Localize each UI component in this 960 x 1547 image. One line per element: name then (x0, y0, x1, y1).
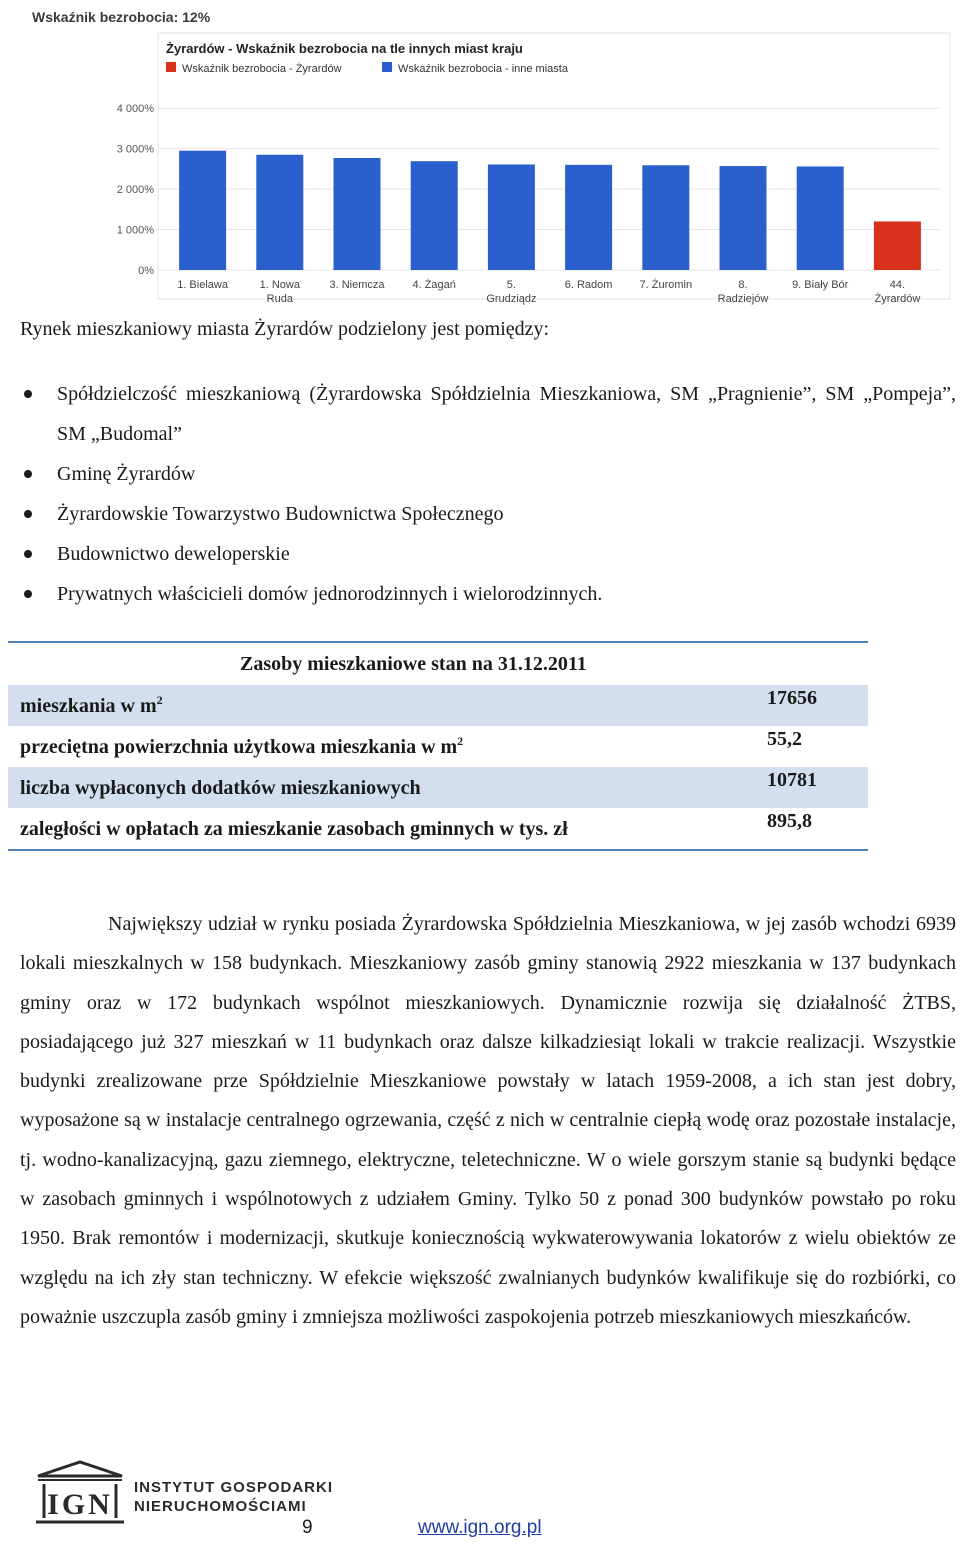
table-row (8, 767, 868, 808)
chart-legend (166, 62, 569, 75)
bar (797, 166, 844, 270)
legend-label: Wskaźnik bezrobocia - Żyrardów (182, 63, 342, 75)
intro-text: Rynek mieszkaniowy miasta Żyrardów podzielony jest pomiędzy: (20, 318, 550, 340)
bar (334, 158, 381, 270)
row-value: 55,2 (767, 728, 802, 750)
chart-x-labels (177, 278, 920, 305)
list-item: Budownictwo deweloperskie (20, 534, 956, 574)
chart-svg (20, 0, 952, 312)
svg-text:IGN: IGN (47, 1488, 113, 1521)
website-link[interactable]: www.ign.org.pl (418, 1517, 542, 1538)
x-tick-label: 7. Żuromin (639, 279, 693, 291)
x-tick-label: 4. Żagań (412, 279, 456, 291)
bar (565, 165, 612, 270)
legend-swatch (382, 62, 392, 72)
legend-label: Wskaźnik bezrobocia - inne miasta (398, 63, 568, 75)
ign-logo (34, 1460, 334, 1530)
row-label: liczba wypłaconych dodatków mieszkaniowych (20, 777, 421, 799)
svg-text:INSTYTUT GOSPODARKI: INSTYTUT GOSPODARKI (134, 1479, 334, 1496)
chart-bars (179, 151, 921, 270)
body-paragraph: Największy udział w rynku posiada Żyrardowska Spółdzielnia Mieszkaniowa, w jej zasób wchodzi 6939 lokali mieszkalnych w 158 budynkach. Mieszkaniowy zasób gminy stanowią 2922 mieszkania w 137 budynkach gminy oraz w 172 budynkach wspólnot mieszkaniowych. Dynamicznie rozwija się działalność ŻTBS, posiadającego już 327 mieszkań w 11 budynkach oraz dalsze kilkadziesiąt lokali w trakcie realizacji. Wszystkie budynki zrealizowane prze Spółdzielnie Mieszkaniowe powstały w latach 1959-2008, a ich stan jest dobry, wyposażone są w instalacje centralnego ogrzewania, część z nich w centralnie ciepłą wodę oraz pozostałe instalacje, tj. wodno-kanalizacyjną, gazu ziemnego, elektryczne, teletechniczne. W o wiele gorszym stanie są budynki będące w zasobach gminnych i wspólnotowych z udziałem Gminy. Tylko 50 z ponad 300 budynków powstało po roku 1950. Brak remontów i modernizacji, skutkuje koniecznością wykwaterowywania lokatorów z wielu obiektów ze względu na ich zły stan techniczny. W efekcie większość zwalnianych budynków kwalifikuje się do rozbiórki, co poważnie uszczupla zasób gminy i zmniejsza możliwości zaspokojenia potrzeb mieszkaniowych mieszkańców. (20, 913, 956, 1328)
legend-swatch (166, 62, 176, 72)
svg-text:NIERUCHOMOŚCIAMI: NIERUCHOMOŚCIAMI (134, 1498, 307, 1515)
y-tick-label: 3 000% (116, 143, 154, 156)
bar (411, 161, 458, 270)
table-row (8, 808, 868, 849)
bar (720, 166, 767, 270)
table-title: Zasoby mieszkaniowe stan na 31.12.2011 (240, 653, 587, 675)
table-row (8, 726, 868, 767)
y-tick-label: 2 000% (116, 184, 154, 197)
x-tick-label: 44. (889, 279, 906, 291)
chart-y-ticks (117, 103, 155, 277)
x-tick-label: 9. Biały Bór (792, 279, 849, 291)
row-value: 17656 (767, 687, 817, 709)
row-label: przeciętna powierzchnia użytkowa mieszkania w $m^2$ (20, 734, 464, 758)
x-tick-label: Radziejów (717, 293, 769, 305)
bar (642, 165, 689, 270)
page-number: 9 (302, 1517, 313, 1538)
list-item: Spółdzielczość mieszkaniową (Żyrardowska Spółdzielnia Mieszkaniowa, SM „Pragnienie”, SM „Pompeja”, SM „Budomal” (20, 374, 956, 454)
row-label: mieszkania w $m^2$ (20, 693, 163, 717)
row-label: zaległości w opłatach za mieszkanie zasobach gminnych w tys. zł (20, 818, 568, 840)
x-tick-label: 1. Bielawa (177, 279, 228, 291)
x-tick-label: Ruda (266, 293, 293, 305)
x-tick-label: Grudziądz (486, 293, 537, 305)
y-tick-label: 1 000% (116, 224, 154, 237)
table-row (8, 685, 868, 726)
list-item: Żyrardowskie Towarzystwo Budownictwa Społecznego (20, 494, 956, 534)
bar (179, 151, 226, 270)
x-tick-label: 3. Niemcza (329, 279, 385, 291)
market-list (20, 374, 956, 614)
ign-logo-graphic (34, 1460, 334, 1530)
bar (256, 155, 303, 270)
x-tick-label: 1. Nowa (259, 279, 300, 291)
list-item: Gminę Żyrardów (20, 454, 956, 494)
unemployment-chart (20, 0, 952, 312)
x-tick-label: 6. Radom (564, 279, 613, 291)
row-value: 10781 (767, 769, 817, 791)
chart-title: Żyrardów - Wskaźnik bezrobocia na tle innych miast kraju (166, 41, 523, 56)
x-tick-label: 8. (738, 279, 748, 291)
x-tick-label: Żyrardów (874, 293, 921, 305)
bar (488, 164, 535, 270)
y-tick-label: 4 000% (116, 103, 154, 116)
list-item: Prywatnych właścicieli domów jednorodzinnych i wielorodzinnych. (20, 574, 956, 614)
y-tick-label: 0% (138, 265, 154, 277)
housing-stock-table (8, 641, 868, 851)
row-value: 895,8 (767, 810, 812, 832)
bar (874, 221, 921, 270)
chart-header: Wskaźnik bezrobocia: 12% (32, 9, 211, 25)
x-tick-label: 5. (506, 279, 516, 291)
